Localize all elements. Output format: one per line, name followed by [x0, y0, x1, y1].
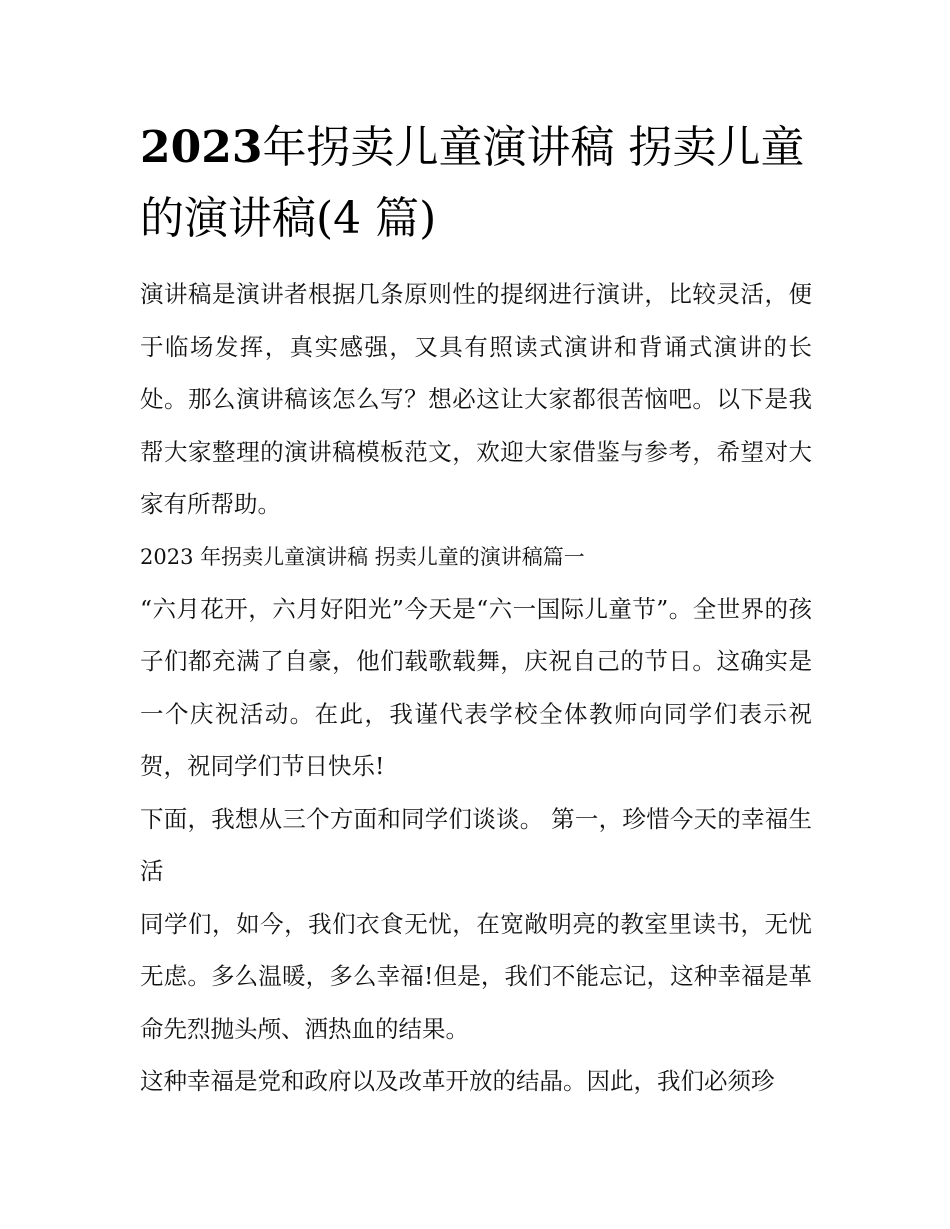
title-text: 年拐卖儿童演讲稿 拐卖儿童的演讲稿(4 篇) — [140, 122, 805, 244]
body-paragraph-3: 同学们，如今，我们衣食无忧，在宽敞明亮的教室里读书，无忧无虑。多么温暖，多么幸福!但是，我们不能忘记，这种幸福是革命先烈抛头颅、洒热血的结果。 — [140, 909, 812, 1043]
document-body — [140, 112, 812, 1108]
intro-paragraph: 演讲稿是演讲者根据几条原则性的提纲进行演讲，比较灵活，便于临场发挥，真实感强，又具有照读式演讲和背诵式演讲的长处。那么演讲稿该怎么写？想必这让大家都很苦恼吧。以下是我帮大家整理的演讲稿模板范文，欢迎大家借鉴与参考，希望对大家有所帮助。 — [140, 280, 812, 518]
document-title — [140, 112, 812, 254]
section-heading: 2023 年拐卖儿童演讲稿 拐卖儿童的演讲稿篇一 — [140, 544, 585, 569]
body-paragraph-2: 下面，我想从三个方面和同学们谈谈。 第一，珍惜今天的幸福生活 — [140, 804, 812, 885]
title-year: 2023 — [140, 122, 263, 173]
body-paragraph-4: 这种幸福是党和政府以及改革开放的结晶。因此，我们必须珍 — [140, 1067, 775, 1095]
body-paragraph-1: “六月花开，六月好阳光”今天是“六一国际儿童节”。全世界的孩子们都充满了自豪，他们载歌载舞，庆祝自己的节日。这确实是一个庆祝活动。在此，我谨代表学校全体教师向同学们表示祝贺，祝同学们节日快乐! — [140, 594, 812, 780]
